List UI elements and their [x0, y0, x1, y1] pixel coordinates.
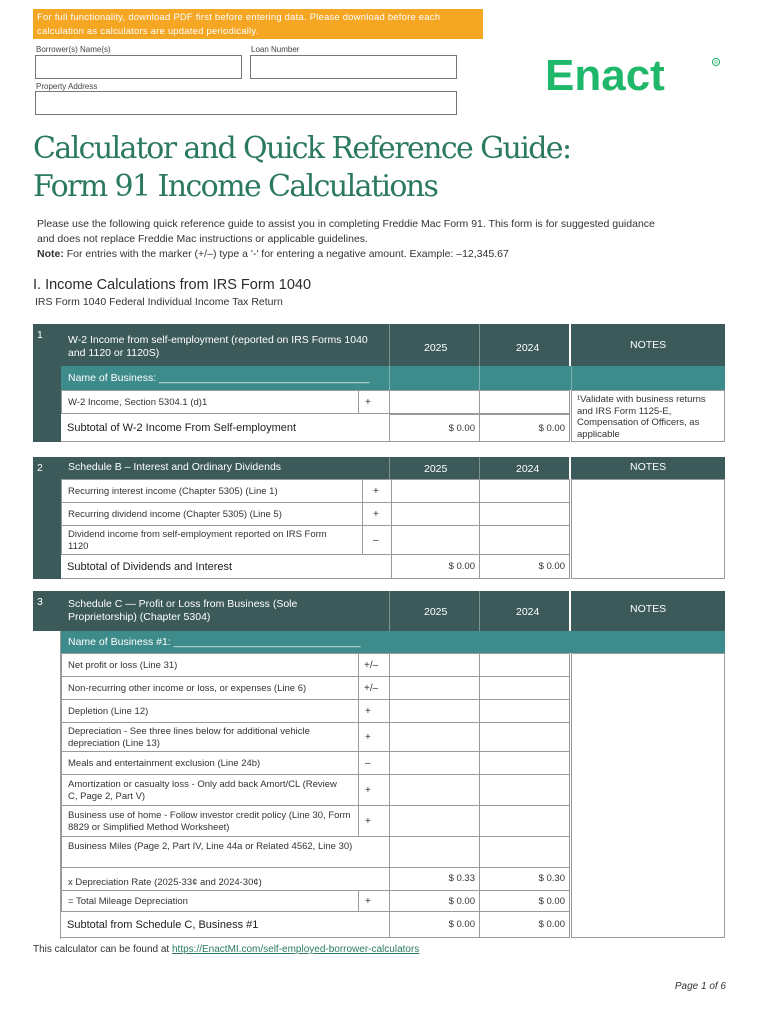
s2-header: [61, 457, 569, 479]
s3-row8-label: Business Miles (Page 2, Part IV, Line 44a or Related 4562, Line 30): [61, 836, 390, 868]
s3-row9-2024: $ 0.30: [479, 867, 570, 891]
s3-row4-2025-input[interactable]: [389, 722, 480, 752]
intro-line-1: Please use the following quick reference guide to assist you in completing Freddie Mac Form 91. This form is for suggested guidance: [37, 218, 655, 230]
s1-notes-header: [571, 324, 725, 366]
s3-col-2025: 2025: [424, 606, 448, 618]
s2-subtotal-row: [61, 554, 391, 579]
s2-row3-2025-input[interactable]: [391, 525, 480, 555]
s1-notes-label: NOTES: [630, 339, 667, 351]
s2-row1-sign: +: [362, 479, 392, 503]
s3-row1-2025-input[interactable]: [389, 653, 480, 677]
s1-subtotal-label: Subtotal of W-2 Income From Self-employment: [67, 422, 297, 434]
s2-notes-header: [571, 457, 725, 479]
intro-line-2: and does not replace Freddie Mac instructions or applicable guidelines.: [37, 233, 368, 245]
borrower-name-field[interactable]: [35, 55, 242, 79]
s3-subtotal-label: Subtotal from Schedule C, Business #1: [67, 919, 259, 931]
s1-row1-sign: +: [358, 390, 390, 414]
borrower-name-label: Borrower(s) Name(s): [36, 45, 111, 54]
s3-row8-2024-input[interactable]: [479, 836, 570, 868]
loan-number-label: Loan Number: [251, 45, 300, 54]
s3-row8-2025-input[interactable]: [389, 836, 480, 868]
s1-business-name: Name of Business: ____________________________________: [68, 372, 370, 384]
s3-row3-label: Depletion (Line 12): [61, 699, 359, 723]
enact-logo: [543, 52, 723, 96]
s3-row1-2024-input[interactable]: [479, 653, 570, 677]
s2-number: 2: [37, 462, 43, 474]
s2-row1-2024-input[interactable]: [479, 479, 570, 503]
intro-note: [37, 247, 737, 262]
s3-row3-sign: +: [358, 699, 390, 723]
svg-text:R: R: [714, 60, 718, 66]
s1-subtotal-2025: $ 0.00: [389, 414, 480, 442]
s3-subtotal-row: [61, 911, 389, 938]
s1-business-row: [61, 366, 725, 390]
s1-number-cell: [33, 324, 61, 442]
s2-row2-2025-input[interactable]: [391, 502, 480, 526]
page-number: Page 1 of 6: [674, 981, 726, 992]
s3-row10-2025: $ 0.00: [389, 890, 480, 912]
s3-business-name: Name of Business #1: ________________________________: [68, 636, 361, 648]
s2-row2-label: Recurring dividend income (Chapter 5305) (Line 5): [61, 502, 363, 526]
s2-subtotal-2025: $ 0.00: [391, 554, 480, 579]
s3-notes-box[interactable]: [571, 653, 725, 938]
section-title: I. Income Calculations from IRS Form 1040: [33, 277, 312, 293]
s2-notes-label: NOTES: [630, 461, 667, 473]
s1-number: 1: [37, 329, 43, 341]
s2-row1-label: Recurring interest income (Chapter 5305) (Line 1): [61, 479, 363, 503]
s2-col-2024: 2024: [516, 463, 540, 475]
s3-row5-2024-input[interactable]: [479, 751, 570, 775]
section-subtitle: IRS Form 1040 Federal Individual Income Tax Return: [35, 296, 283, 308]
s3-row6-2024-input[interactable]: [479, 774, 570, 806]
s3-row2-2025-input[interactable]: [389, 676, 480, 700]
s3-row4-label: Depreciation - See three lines below for additional vehicle depreciation (Line 13): [61, 722, 359, 752]
s3-subtotal-2024: $ 0.00: [479, 911, 570, 938]
s3-col-2024: 2024: [516, 606, 540, 618]
s2-subtotal-2024: $ 0.00: [479, 554, 570, 579]
s3-notes-label: NOTES: [630, 603, 667, 615]
s3-row10-2024: $ 0.00: [479, 890, 570, 912]
s3-row10-label: = Total Mileage Depreciation: [61, 890, 359, 912]
footer-prefix: This calculator can be found at: [33, 944, 172, 955]
s3-row6-2025-input[interactable]: [389, 774, 480, 806]
s2-number-cell: [33, 457, 61, 579]
s2-row3-label: Dividend income from self-employment reported on IRS Form 1120: [61, 525, 363, 555]
s1-notes-box[interactable]: [571, 390, 725, 442]
s3-notes-header: [571, 591, 725, 631]
s3-row5-sign: –: [358, 751, 390, 775]
s2-row3-2024-input[interactable]: [479, 525, 570, 555]
intro-text: [37, 217, 737, 262]
s3-row3-2024-input[interactable]: [479, 699, 570, 723]
s2-col-2025: 2025: [424, 463, 448, 475]
s3-row9-2025: $ 0.33: [389, 867, 480, 891]
s3-number-cell: [33, 591, 61, 631]
s1-header: [61, 324, 569, 366]
title-line-1: Calculator and Quick Reference Guide:: [33, 131, 571, 166]
s3-business-row: [61, 631, 725, 653]
s3-number-spacer: [33, 631, 61, 939]
enact-logo-mark: [543, 52, 723, 96]
s3-subtotal-2025: $ 0.00: [389, 911, 480, 938]
s3-row2-2024-input[interactable]: [479, 676, 570, 700]
s2-row2-2024-input[interactable]: [479, 502, 570, 526]
s1-col-2024: 2024: [516, 342, 540, 354]
calculator-link[interactable]: https://EnactMI.com/self-employed-borrower-calculators: [171, 944, 420, 955]
s3-row7-label: Business use of home - Follow investor credit policy (Line 30, Form 8829 or Simplified Method Worksheet): [61, 805, 359, 837]
s2-row1-2025-input[interactable]: [391, 479, 480, 503]
s3-row7-2025-input[interactable]: [389, 805, 480, 837]
s3-row3-2025-input[interactable]: [389, 699, 480, 723]
s2-row2-sign: +: [362, 502, 392, 526]
s1-subtotal-2024: $ 0.00: [479, 414, 570, 442]
s1-header-text: W-2 Income from self-employment (reported on IRS Forms 1040 and 1120 or 1120S): [68, 334, 368, 359]
s1-row1-label: W-2 Income, Section 5304.1 (d)1: [61, 390, 359, 414]
note-label: Note:: [37, 248, 64, 260]
s1-col-2025: 2025: [424, 342, 448, 354]
s3-row10-sign: +: [358, 890, 390, 912]
s2-notes-box[interactable]: [571, 479, 725, 579]
s1-row1-2024-input[interactable]: [479, 390, 570, 414]
loan-number-field[interactable]: [250, 55, 457, 79]
download-banner: For full functionality, download PDF first before entering data. Please download before each calculation as calculators are updated periodically.: [33, 9, 483, 39]
s3-row4-2024-input[interactable]: [479, 722, 570, 752]
property-address-label: Property Address: [36, 82, 98, 91]
s3-row7-2024-input[interactable]: [479, 805, 570, 837]
s1-subtotal-row: [61, 414, 389, 442]
s3-row9-label: x Depreciation Rate (2025-33¢ and 2024-30¢): [61, 867, 390, 891]
s2-subtotal-label: Subtotal of Dividends and Interest: [67, 561, 233, 573]
page-title: [33, 130, 570, 206]
s3-header: [61, 591, 569, 631]
s3-row6-label: Amortization or casualty loss - Only add back Amort/CL (Review C, Page 2, Part V): [61, 774, 359, 806]
title-line-2: Form 91 Income Calculations: [33, 169, 438, 204]
s3-row5-label: Meals and entertainment exclusion (Line 24b): [61, 751, 359, 775]
s3-row1-label: Net profit or loss (Line 31): [61, 653, 359, 677]
s3-row7-sign: +: [358, 805, 390, 837]
logo-text: Enact: [545, 52, 665, 96]
s3-row2-label: Non-recurring other income or loss, or expenses (Line 6): [61, 676, 359, 700]
property-address-field[interactable]: [35, 91, 457, 115]
s3-row2-sign: +/–: [358, 676, 390, 700]
s2-row3-sign: –: [362, 525, 392, 555]
s3-row1-sign: +/–: [358, 653, 390, 677]
s3-number: 3: [37, 596, 43, 608]
s3-row4-sign: +: [358, 722, 390, 752]
footer-text: [33, 944, 419, 955]
s3-header-text: Schedule C — Profit or Loss from Business (Sole Proprietorship) (Chapter 5304): [68, 598, 298, 623]
note-text: For entries with the marker (+/–) type a '-' for entering a negative amount. Example: –12,345.67: [66, 248, 509, 260]
s1-note-text: ¹Validate with business returns and IRS Form 1125-E, Compensation of Officers, as applicable: [577, 394, 706, 440]
s3-row5-2025-input[interactable]: [389, 751, 480, 775]
s3-row6-sign: +: [358, 774, 390, 806]
s2-header-text: Schedule B – Interest and Ordinary Dividends: [68, 461, 282, 473]
s1-row1-2025-input[interactable]: [389, 390, 480, 414]
